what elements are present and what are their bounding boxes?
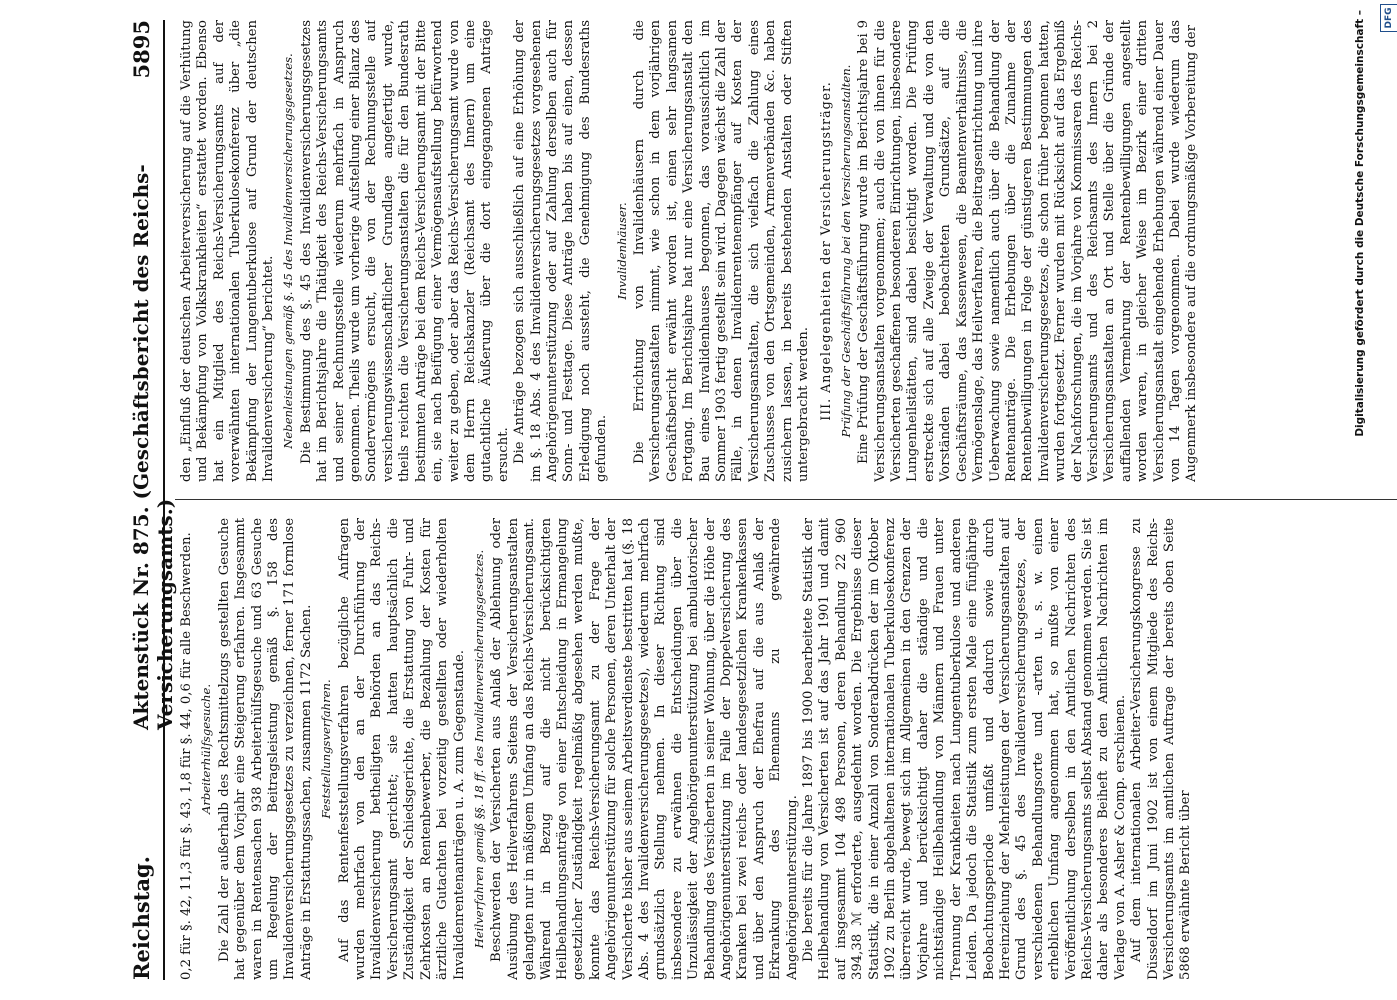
paragraph: Auf dem internationalen Arbeiter-Versicherungskongresse zu Düsseldorf im Juni 1902 ist von einem Mitgliede des Reichs-Versicherungsamts im amtlichen Auftrage der bereits oben Seite 5868 erwähnte Bericht über: [1129, 518, 1194, 980]
page-number: 5895: [129, 20, 154, 79]
section-heading: Feststellungsverfahren.: [319, 679, 334, 819]
header-title: Aktenstück Nr. 875. (Geschäftsbericht des Reichs-Versicherungsamts.): [129, 164, 177, 730]
paragraph: Auf das Rentenfeststellungsverfahren bezügliche Anfragen wurden mehrfach von den an der Durchführung der Invalidenversicherung betheiligten Behörden an das Reichs-Versicherungsamt gerichtet; sie hatten hauptsächlich die Zuständigkeit der Schiedsgerichte, die Erstattung von Fuhr- und Zehrkosten an Rentenbewerber, die Bezahlung der Kosten für ärztliche Gutachten bei vorzeitig gestellten oder wiederholten Invalidenrentenanträgen u. A. zum Gegenstande.: [336, 518, 467, 980]
dfg-logo-text: DFG: [1384, 7, 1394, 29]
section-heading: III. Angelegenheiten der Versicherungsträger.: [818, 81, 834, 421]
paragraph: Die Bestimmung des §. 45 des Invalidenversicherungsgesetzes hat im Berichtsjahre die Thätigkeit des Reichs-Versicherungsamts und seiner Rechnungsstelle wiederum mehrfach in Anspruch genommen. Theils wurde um vorherige Aufstellung einer Bilanz des Sondervermögens ersucht, die von der Rechnungsstelle auf versicherungswissenschaftlicher Grundlage angefertigt wurde, theils reichten die Versicherungsanstalten die für den Bundesrath bestimmten Anträge bei dem Reichs-Versicherungsamt mit der Bitte ein, sie nach Beifügung einer Vermögensaufstellung befürwortend weiter zu geben, oder aber das Reichs-Versicherungsamt wurde von dem Herrn Reichskanzler (Reichsamt des Innern) um eine gutachtliche Äußerung über die dort eingegangenen Anträge ersucht.: [298, 20, 511, 482]
section-heading: Prüfung der Geschäftsführung bei den Versicherungsanstalten.: [838, 64, 853, 438]
paragraph: Beschwerden der Versicherten aus Anlaß der Ablehnung oder Ausübung des Heilverfahrens Seitens der Versicherungsanstalten gelangten nur in mäßigem Umfang an das Reichs-Versicherungsamt. Während in Bezug auf die nicht berücksichtigten Heilbehandlungsanträge von einer Entscheidung in Ermangelung gesetzlicher Zuständigkeit regelmäßig abgesehen werden mußte, konnte das Reichs-Versicherungsamt zu der Frage der Angehörigenunterstützung für solche Personen, deren Unterhalt der Versicherte bisher aus seinem Arbeitsverdienste bestritten hat (§. 18 Abs. 4 des Invalidenversicherungsgesetzes), wiederum mehrfach grundsätzlich Stellung nehmen. In dieser Richtung sind insbesondere zu erwähnen die Entscheidungen über die Unzulässigkeit der Angehörigenunterstützung bei ambulatorischer Behandlung des Versicherten in seiner Wohnung, über die Höhe der Angehörigenunterstützung im Falle der Doppelversicherung des Kranken bei zwei reichs- oder landesgesetzlichen Krankenkassen und über den Anspruch der Ehefrau auf die aus Anlaß der Erkrankung des Ehemanns zu gewährende Angehörigenunterstützung.: [489, 518, 800, 980]
paragraph: den „Einfluß der deutschen Arbeiterversicherung auf die Verhütung und Bekämpfung von Volkskrankheiten“ erstattet worden. Ebenso hat ein Mitglied des Reichs-Versicherungsamts auf der vorerwähnten internationalen Tuberkulosekonferenz über „die Bekämpfung der Lungentuberkulose auf Grund der deutschen Invalidenversicherung“ berichtet.: [179, 20, 277, 482]
digitization-note: Digitalisierung gefördert durch die Deutsche Forschungsgemeinschaft –: [1354, 10, 1366, 437]
paragraph: Die Errichtung von Invalidenhäusern durch die Versicherungsanstalten nimmt, wie schon in dem vorjährigen Geschäftsbericht erwähnt worden ist, einen sehr langsamen Fortgang. Im Berichtsjahre hat nur eine Versicherungsanstalt den Bau eines Invalidenhauses begonnen, das voraussichtlich im Sommer 1903 fertig gestellt sein wird. Dagegen wächst die Zahl der Fälle, in denen Invalidenrentenempfänger auf Kosten der Versicherungsanstalten, die sich vielfach die Zahlung eines Zuschusses von den Ortsgemeinden, Armenverbänden &c. haben zusichern lassen, in bereits bestehenden Anstalten oder Stiften untergebracht werden.: [631, 20, 812, 482]
paragraph: Die bereits für die Jahre 1897 bis 1900 bearbeitete Statistik der Heilbehandlung von Versicherten ist auf das Jahr 1901 und damit auf insgesammt 104 498 Personen, deren Behandlung 22 960 394,38 ℳ erforderte, ausgedehnt worden. Die Ergebnisse dieser Statistik, die in einer Anzahl von Sonderabdrücken der im Oktober 1902 zu Berlin abgehaltenen internationalen Tuberkulosekonferenz überreicht wurde, bewegt sich im Allgemeinen in den Grenzen der Vorjahre und berücksichtigt daher die ständige und die nichtständige Heilbehandlung von Männern und Frauen unter Trennung der Krankheiten nach Lungentuberkulose und anderen Leiden. Da jedoch die Statistik zum ersten Male eine fünfjährige Beobachtungsperiode umfaßt und dadurch sowie durch Hereinziehung der Mehrleistungen der Versicherungsanstalten auf Grund des §. 45 des Invalidenversicherungsgesetzes, der verschiedenen Behandlungsorte und -arten u. s. w. einen erheblichen Umfang angenommen hat, so mußte von einer Veröffentlichung derselben in den Amtlichen Nachrichten des Reichs-Versicherungsamts selbst Abstand genommen werden. Sie ist daher als besonderes Beiheft zu den Amtlichen Nachrichten im Verlage von A. Asher & Comp. erschienen.: [801, 518, 1128, 980]
paragraph: Eine Prüfung der Geschäftsführung wurde im Berichtsjahre bei 9 Versicherungsanstalten vorgenommen; auch die von ihnen für die Versicherten geschaffenen besonderen Einrichtungen, insbesondere Lungenheilstätten, sind dabei besichtigt worden. Die Prüfung erstreckte sich auf alle Zweige der Verwaltung und die von den Vorständen dabei beobachteten Grundsätze, auf die Geschäftsräume, das Kassenwesen, die Beamtenverhältnisse, die Vermögenslage, das Heilverfahren, die Beitragsentrichtung und ihre Ueberwachung sowie namentlich auch über die Behandlung der Rentenanträge. Die Erhebungen über die Zunahme der Rentenbewilligungen in Folge der günstigeren Bestimmungen des Invalidenversicherungsgesetzes, die schon früher begonnen hatten, wurden fortgesetzt. Ferner wurden mit Rücksicht auf das Ergebniß der Nachforschungen, die im Vorjahre von Kommissaren des Reichs-Versicherungsamts und des Reichsamts des Innern bei 2 Versicherungsanstalten an Ort und Stelle über die Gründe der auffallenden Vermehrung der Rentenbewilligungen angestellt worden waren, in gleicher Weise im Bezirk einer dritten Versicherungsanstalt eingehende Erhebungen während einer Dauer von 14 Tagen vorgenommen. Dabei wurde wiederum das Augenmerk insbesondere auf die ordnungsmäßige Vorbereitung der: [856, 20, 1200, 482]
dfg-logo: [1380, 4, 1397, 32]
page-header: [123, 20, 177, 980]
right-column: [179, 20, 1397, 482]
paragraph: Die Anträge bezogen sich ausschließlich auf eine Erhöhung der im §. 18 Abs. 4 des Invalidenversicherungsgesetzes vorgesehenen Angehörigenunterstützung oder auf Zahlung derselben auch für Sonn- und Festtage. Diese Anträge haben bis auf einen, dessen Erledigung noch aussteht, die Genehmigung des Bundesraths gefunden.: [512, 20, 610, 482]
section-heading: Nebenleistungen gemäß §. 45 des Invalidenversicherungsgesetzes.: [281, 53, 296, 449]
section-heading: Arbeiterhülfsgesuche.: [199, 683, 214, 815]
left-column: [179, 518, 1397, 980]
header-left: Reichstag.: [129, 856, 154, 980]
section-heading: Invalidenhäuser.: [614, 202, 629, 300]
document-page: [123, 20, 1397, 980]
paragraph: 0,2 für §. 42, 11,3 für §. 43, 1,8 für §. 44, 0,6 für alle Beschwerden.: [179, 532, 194, 980]
section-heading: Heilverfahren gemäß §§. 18 ff. des Invalidenversicherungsgesetzes.: [471, 549, 486, 949]
paragraph: Die Zahl der außerhalb des Rechtsmittelzugs gestellten Gesuche hat gegenüber dem Vorjahr eine Steigerung erfahren. Insgesammt waren in Rentensachen 938 Arbeiterhülfsgesuche und 63 Gesuche um Regelung der Beitragsleistung gemäß §. 158 des Invalidenversicherungsgesetzes zu verzeichnen, ferner 171 formlose Anträge in Erstattungssachen, zusammen 1172 Sachen.: [216, 518, 314, 980]
column-divider: [175, 499, 1397, 500]
